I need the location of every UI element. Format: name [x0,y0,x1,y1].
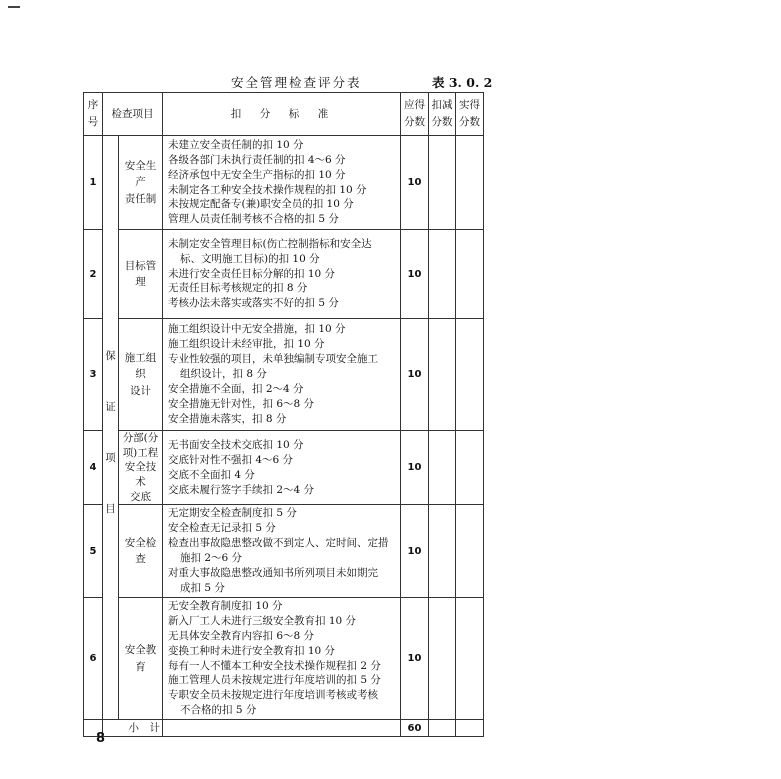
standard-line: 不合格的扣 5 分 [180,704,257,717]
standard-line: 未建立安全责任制的扣 10 分 [168,138,304,151]
header-line: 分数 [404,116,425,128]
actual-score [456,136,484,230]
subtotal-label [103,720,163,737]
check-item-line: 设计 [130,384,151,397]
standard-line: 专职安全员未按规定进行年度培训考核或考核 [168,689,378,702]
due-score: 10 [401,505,429,597]
header-row [84,93,484,136]
header-standard: 扣 分 标 准 [163,93,401,136]
check-item [119,319,163,431]
standard-line: 变换工种时未进行安全教育扣 10 分 [168,644,336,657]
due-score: 10 [401,597,429,719]
standard-line: 无具体安全教育内容扣 6～8 分 [168,629,315,642]
standard-line: 组织设计，扣 8 分 [180,368,267,381]
table-row [84,505,484,597]
subtotal-row [84,720,484,737]
standard-line: 交底针对性不强扣 4～6 分 [168,453,294,466]
standard-line: 未制定安全管理目标(伤亡控制指标和安全达 [168,237,372,250]
row-number: 6 [84,597,103,719]
standard-line: 施工管理人员未按规定进行年度培训的扣 5 分 [168,674,381,687]
header-line: 分数 [431,116,453,128]
category-char: 目 [105,502,116,515]
standard-line: 施工组织设计中无安全措施，扣 10 分 [168,323,346,336]
standard-line: 安全措施不全面，扣 2～4 分 [168,382,304,395]
standard-line: 考核办法未落实或落实不好的扣 5 分 [168,297,339,310]
actual-score [456,319,484,431]
table-row [84,136,484,230]
standard-line: 各级各部门未执行责任制的扣 4～6 分 [168,153,346,166]
page-number: 8 [96,731,106,746]
standard-line: 每有一人不懂本工种安全技术操作规程扣 2 分 [168,659,381,672]
subtotal-standard [163,720,401,737]
due-score: 10 [401,431,429,505]
actual-score [456,230,484,319]
standard-line: 交底未履行签字手续扣 2～4 分 [168,483,315,496]
check-item: 安全检查 [119,505,163,597]
standard-line: 施扣 2～6 分 [180,552,243,565]
header-line: 应得 [404,99,425,112]
standard-line: 无书面安全技术交底扣 10 分 [168,438,304,451]
page-title: 安全管理检查评分表 [231,75,362,90]
actual-score [456,431,484,505]
standard-line: 未进行安全责任目标分解的扣 10 分 [168,267,336,280]
header-actual-score [456,93,484,136]
due-score: 10 [401,136,429,230]
standard-line: 安全检查无记录扣 5 分 [168,522,276,535]
standard-line: 标、文明施工目标)的扣 10 分 [180,252,320,265]
category-char: 保 [105,349,116,362]
table-number: 表 3. 0. 2 [432,75,493,90]
deduction-standard [163,597,401,719]
standard-line: 新入厂工人未进行三级安全教育扣 10 分 [168,614,357,627]
due-score: 10 [401,319,429,431]
score-table [83,92,484,737]
corner-mark [8,6,20,14]
actual-score [456,505,484,597]
subtotal-score: 60 [401,720,429,737]
row-number: 5 [84,505,103,597]
check-item-line: 交底 [130,490,151,503]
table-row [84,230,484,319]
standard-line: 经济承包中无安全生产指标的扣 10 分 [168,168,346,181]
standard-line: 无安全教育制度扣 10 分 [168,599,283,612]
standard-line: 安全措施未落实，扣 8 分 [168,412,287,425]
check-item-line: 分部(分 [122,432,159,444]
standard-line: 施工组织设计未经审批，扣 10 分 [168,338,325,351]
deduct-score [429,319,456,431]
table-row [84,319,484,431]
check-item-line: 责任制 [124,192,157,205]
subtotal-label-text: 小 计 [128,722,160,735]
table-row [84,597,484,719]
table-row [84,431,484,505]
check-item [119,136,163,230]
check-item-line: 项)工程 [122,446,159,459]
subtotal-actual [456,720,484,737]
check-item-line: 安全技术 [124,461,157,489]
header-no [84,93,103,136]
standard-line: 安全措施无针对性，扣 6～8 分 [168,397,315,410]
row-number: 2 [84,230,103,319]
header-line: 扣减 [431,99,453,112]
header-line: 实得 [459,99,480,112]
header-no-line: 序 [87,99,99,112]
standard-line: 交底不全面扣 4 分 [168,468,255,481]
check-item-line: 施工组织 [124,352,157,381]
actual-score [456,597,484,719]
deduct-score [429,136,456,230]
subtotal-deduct [429,720,456,737]
category-char: 证 [105,400,116,413]
standard-line: 成扣 5 分 [180,581,225,594]
standard-line: 未按规定配备专(兼)职安全员的扣 10 分 [168,198,354,211]
standard-line: 无定期安全检查制度扣 5 分 [168,507,297,520]
row-number: 1 [84,136,103,230]
check-item: 安全教育 [119,597,163,719]
header-due-score [401,93,429,136]
header-line: 分数 [459,116,480,128]
standard-line: 无责任目标考核规定的扣 8 分 [168,282,308,295]
header-deduct-score [429,93,456,136]
row-number: 3 [84,319,103,431]
header-no-line: 号 [87,116,99,128]
deduct-score [429,230,456,319]
standard-line: 专业性较强的项目，未单独编制专项安全施工 [168,353,378,366]
deduct-score [429,505,456,597]
due-score: 10 [401,230,429,319]
deduct-score [429,597,456,719]
category-cell [103,136,119,720]
check-item [119,431,163,505]
check-item-line: 安全生产 [124,160,157,189]
deduction-standard [163,505,401,597]
deduction-standard [163,230,401,319]
deduction-standard [163,319,401,431]
standard-line: 管理人员责任制考核不合格的扣 5 分 [168,213,339,226]
standard-line: 对重大事故隐患整改通知书所列项目未如期完 [168,567,378,580]
category-char: 项 [105,451,116,464]
deduct-score [429,431,456,505]
standard-line: 未制定各工种安全技术操作规程的扣 10 分 [168,183,367,196]
row-number: 4 [84,431,103,505]
deduction-standard [163,431,401,505]
standard-line: 检查出事故隐患整改做不到定人、定时间、定措 [168,537,389,550]
check-item: 目标管理 [119,230,163,319]
deduction-standard [163,136,401,230]
header-item: 检查项目 [103,93,163,136]
